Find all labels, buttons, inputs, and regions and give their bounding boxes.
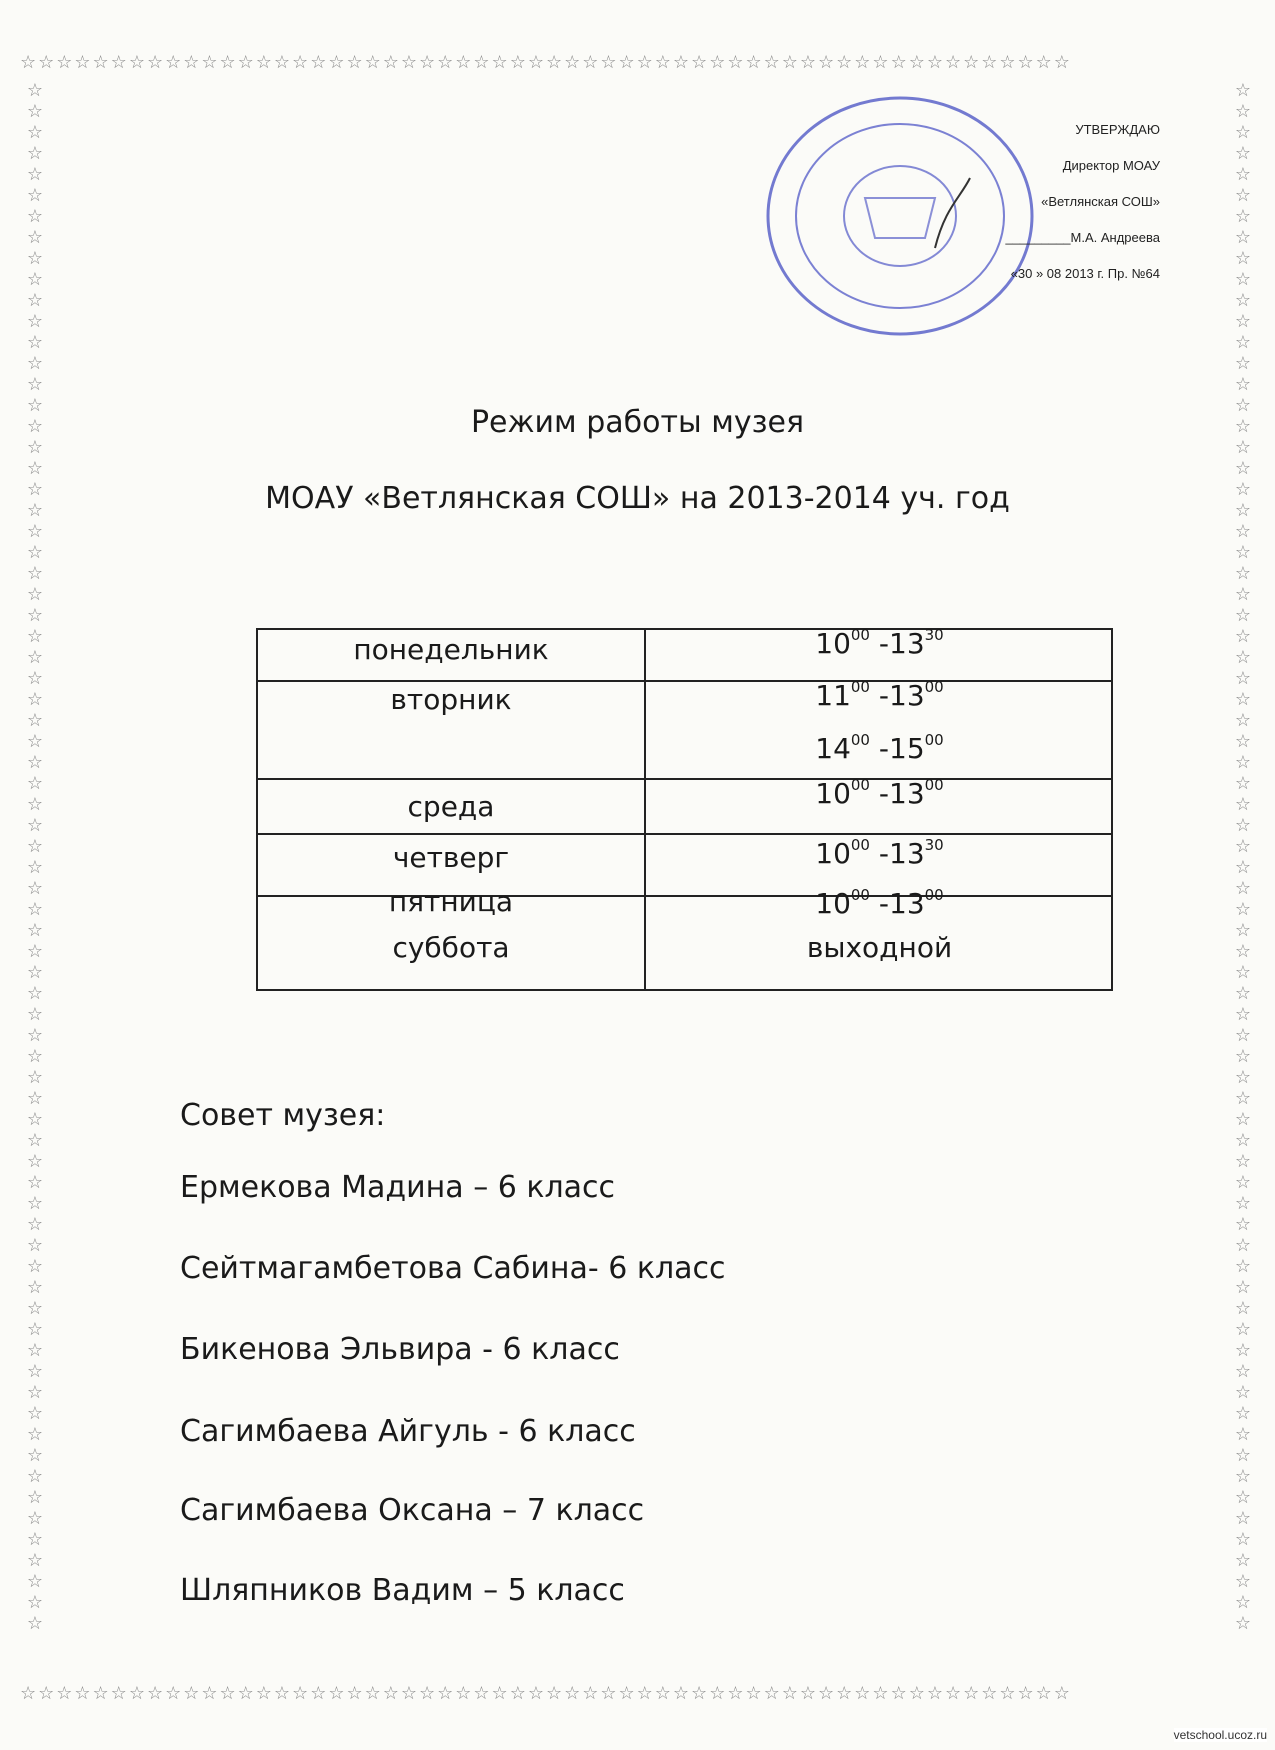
star-border-right: ☆☆☆☆☆☆☆☆☆☆☆☆☆☆☆☆☆☆☆☆☆☆☆☆☆☆☆☆☆☆☆☆☆☆☆☆☆☆☆☆☆☆☆☆☆☆☆☆☆☆☆☆☆☆☆☆☆☆☆☆☆☆☆☆☆☆☆☆☆☆☆☆☆☆	[1234, 80, 1252, 1634]
row-divider	[258, 833, 1111, 835]
time-saturday: выходной	[806, 931, 953, 964]
day-monday: понедельник	[353, 633, 549, 666]
approval-signature: _________М.А. Андреева	[1005, 230, 1160, 245]
time-thursday: $10^{00}$ $-13^{30}$	[815, 836, 944, 870]
time-friday: $10^{00}$ $-13^{00}$	[815, 886, 944, 920]
site-watermark: vetschool.ucoz.ru	[1173, 1728, 1267, 1742]
star-border-bottom: ☆☆☆☆☆☆☆☆☆☆☆☆☆☆☆☆☆☆☆☆☆☆☆☆☆☆☆☆☆☆☆☆☆☆☆☆☆☆☆☆☆☆☆☆☆☆☆☆☆☆☆☆☆☆☆☆☆☆	[20, 1683, 1072, 1704]
page-subtitle: МОАУ «Ветлянская СОШ» на 2013-2014 уч. год	[265, 481, 1010, 516]
time-tuesday-1: $11^{00}$ $-13^{00}$	[815, 678, 944, 712]
approval-date: «30 » 08 2013 г. Пр. №64	[1010, 266, 1160, 281]
council-member: Сагимбаева Оксана – 7 класс	[180, 1493, 645, 1528]
council-member: Сейтмагамбетова Сабина- 6 класс	[180, 1251, 726, 1286]
time-wednesday: $10^{00}$ $-13^{00}$	[815, 776, 944, 810]
approval-position: Директор МОАУ	[1062, 158, 1160, 173]
time-tuesday-2: $14^{00}$ $-15^{00}$	[815, 731, 944, 765]
council-member: Сагимбаева Айгуль - 6 класс	[180, 1414, 636, 1449]
approval-block	[930, 112, 1160, 292]
day-thursday: четверг	[392, 841, 510, 874]
council-member: Бикенова Эльвира - 6 класс	[180, 1332, 620, 1367]
approval-school: «Ветлянская СОШ»	[1041, 194, 1160, 209]
council-heading: Совет музея:	[180, 1098, 386, 1133]
star-border-top: ☆☆☆☆☆☆☆☆☆☆☆☆☆☆☆☆☆☆☆☆☆☆☆☆☆☆☆☆☆☆☆☆☆☆☆☆☆☆☆☆☆☆☆☆☆☆☆☆☆☆☆☆☆☆☆☆☆☆	[20, 52, 1072, 73]
council-member: Шляпников Вадим – 5 класс	[180, 1573, 625, 1608]
schedule-table	[256, 628, 1113, 991]
time-monday: $10^{00}$ $-13^{30}$	[815, 626, 944, 660]
star-border-left: ☆☆☆☆☆☆☆☆☆☆☆☆☆☆☆☆☆☆☆☆☆☆☆☆☆☆☆☆☆☆☆☆☆☆☆☆☆☆☆☆☆☆☆☆☆☆☆☆☆☆☆☆☆☆☆☆☆☆☆☆☆☆☆☆☆☆☆☆☆☆☆☆☆☆	[26, 80, 44, 1634]
council-member: Ермекова Мадина – 6 класс	[180, 1170, 616, 1205]
day-saturday: суббота	[392, 931, 510, 964]
page-title: Режим работы музея	[470, 405, 805, 440]
approval-heading: УТВЕРЖДАЮ	[1075, 122, 1160, 137]
day-wednesday: среда	[407, 790, 495, 823]
day-tuesday: вторник	[390, 683, 512, 716]
day-friday: пятница	[388, 885, 514, 918]
